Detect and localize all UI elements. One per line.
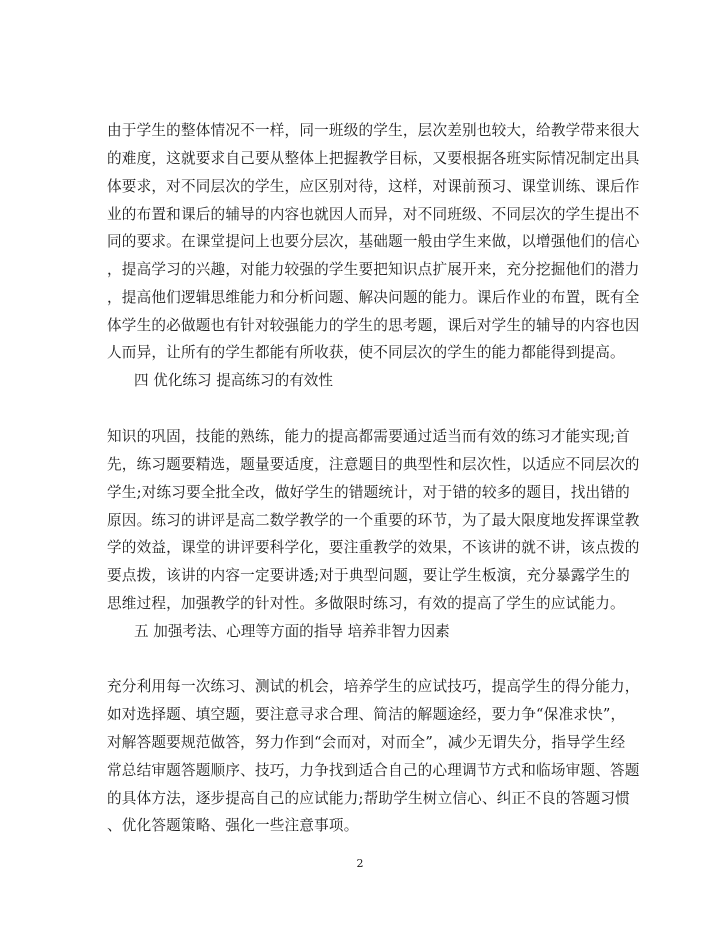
- page-number: 2: [356, 857, 364, 870]
- paragraph-line: 学的效益，课堂的讲评要科学化，要注重教学的效果，不该讲的就不讲，该点拨的: [107, 539, 640, 556]
- section-heading-4: 四 优化练习 提高练习的有效性: [134, 372, 333, 389]
- paragraph-line: 体学生的必做题也有针对较强能力的学生的思考题，课后对学生的辅导的内容也因: [107, 317, 640, 334]
- paragraph-line: 充分利用每一次练习、测试的机会，培养学生的应试技巧，提高学生的得分能力，: [107, 678, 640, 695]
- paragraph-line: 知识的巩固，技能的熟练，能力的提高都需要通过适当而有效的练习才能实现;首: [107, 428, 630, 445]
- paragraph-line: ，提高学习的兴趣，对能力较强的学生要把知识点扩展开来，充分挖掘他们的潜力: [107, 261, 640, 278]
- paragraph-line: 业的布置和课后的辅导的内容也就因人而异，对不同班级、不同层次的学生提出不: [107, 206, 640, 223]
- paragraph-line: 的难度，这就要求自己要从整体上把握教学目标，又要根据各班实际情况制定出具: [107, 150, 640, 167]
- section-heading-5: 五 加强考法、心理等方面的指导 培养非智力因素: [134, 623, 450, 640]
- paragraph-line: 先，练习题要精选，题量要适度，注意题目的典型性和层次性，以适应不同层次的: [107, 456, 640, 473]
- paragraph-line: 原因。练习的讲评是高二数学教学的一个重要的环节，为了最大限度地发挥课堂教: [107, 512, 640, 529]
- paragraph-line: 要点拨，该讲的内容一定要讲透;对于典型问题，要让学生板演，充分暴露学生的: [107, 567, 630, 584]
- paragraph-line: 、优化答题策略、强化一些注意事项。: [107, 817, 359, 834]
- paragraph-line: 常总结审题答题顺序、技巧，力争找到适合自己的心理调节方式和临场审题、答题: [107, 762, 640, 779]
- paragraph-line: 思维过程，加强教学的针对性。多做限时练习，有效的提高了学生的应试能力。: [107, 595, 625, 612]
- paragraph-line: 对解答题要规范做答，努力作到“会而对，对而全”，减少无谓失分，指导学生经: [107, 734, 626, 751]
- paragraph-line: 如对选择题、填空题，要注意寻求合理、简洁的解题途经，要力争“保准求快”，: [107, 706, 626, 723]
- paragraph-line: 人而异，让所有的学生都能有所收获，使不同层次的学生的能力都能得到提高。: [107, 344, 625, 361]
- paragraph-line: 同的要求。在课堂提问上也要分层次，基础题一般由学生来做，以增强他们的信心: [107, 233, 640, 250]
- paragraph-line: 体要求，对不同层次的学生，应区别对待，这样，对课前预习、课堂训练、课后作: [107, 178, 640, 195]
- paragraph-line: 由于学生的整体情况不一样，同一班级的学生，层次差别也较大，给教学带来很大: [107, 122, 640, 139]
- paragraph-line: 学生;对练习要全批全改，做好学生的错题统计，对于错的较多的题目，找出错的: [107, 484, 630, 501]
- paragraph-line: ，提高他们逻辑思维能力和分析问题、解决问题的能力。课后作业的布置，既有全: [107, 289, 640, 306]
- paragraph-line: 的具体方法，逐步提高自己的应试能力;帮助学生树立信心、纠正不良的答题习惯: [107, 790, 630, 807]
